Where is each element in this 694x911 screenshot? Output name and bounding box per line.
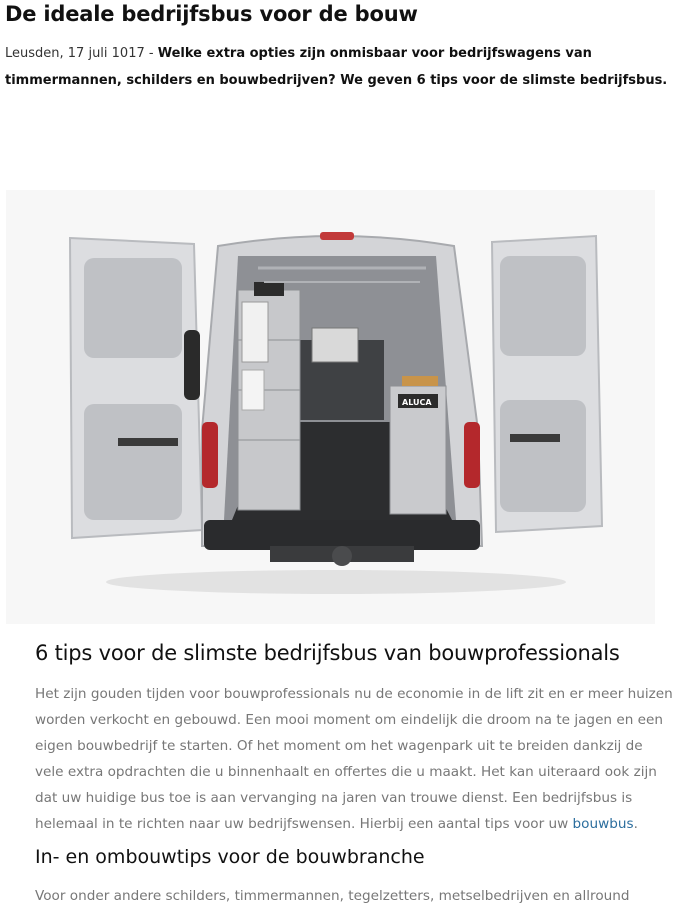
dateline: Leusden, 17 juli 1017 - xyxy=(5,46,158,61)
paragraph-text: Het zijn gouden tijden voor bouwprofessionals nu de economie in de lift zit en er meer huizen worden verkocht en gebouwd. Een mooi moment om eindelijk die droom na te jagen en een eigen bouwbedrijf te starten. Of het moment om het wagenpark uit te breiden dankzij de vele extra opdrachten die u binnenhaalt en offertes die u maakt. Het kan uiteraard ook zijn dat uw huidige bus toe is aan vervanging na jaren van trouwe dienst. Een bedrijfsbus is helemaal in te richten naar uw bedrijfswensen. Hierbij een aantal tips voor uw xyxy=(35,686,673,832)
bouwbus-link[interactable]: bouwbus xyxy=(572,816,634,832)
section-heading: 6 tips voor de slimste bedrijfsbus van bouwprofessionals xyxy=(35,641,620,665)
lead-text: Welke extra opties zijn onmisbaar voor bedrijfswagens van timmermannen, schilders en bouwbedrijven? We geven 6 tips voor de slimste bedrijfsbus. xyxy=(5,46,668,88)
page-title: De ideale bedrijfsbus voor de bouw xyxy=(5,2,418,26)
sub-heading: In- en ombouwtips voor de bouwbranche xyxy=(35,846,425,868)
hero-image xyxy=(6,190,655,624)
paragraph-end: . xyxy=(633,816,638,832)
article-intro xyxy=(5,40,691,94)
hero-brand-label: ALUCA xyxy=(402,398,432,407)
body-paragraph xyxy=(35,681,675,837)
body-paragraph-2: Voor onder andere schilders, timmermannen, tegelzetters, metselbedrijven en allround xyxy=(35,888,630,904)
